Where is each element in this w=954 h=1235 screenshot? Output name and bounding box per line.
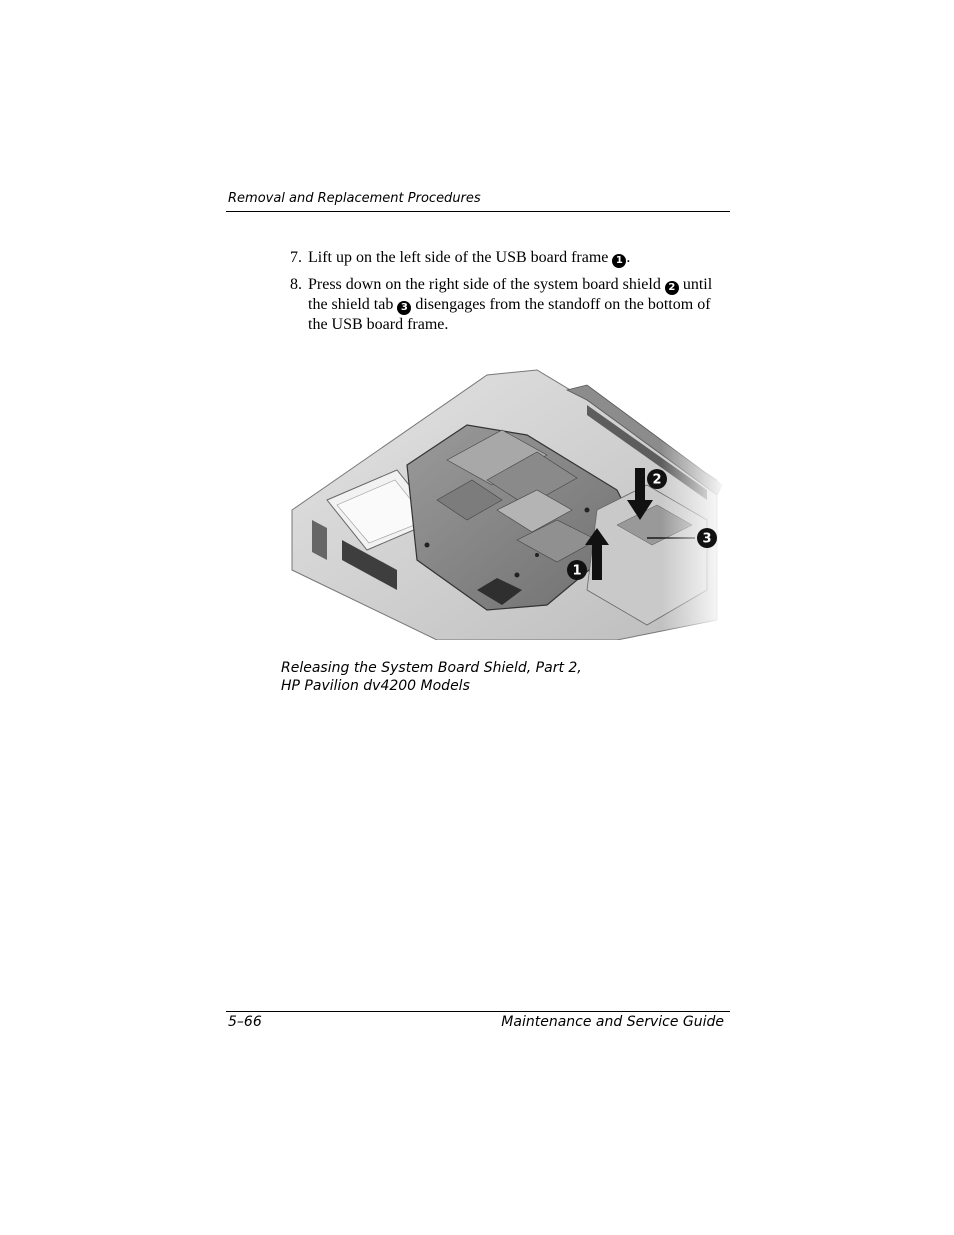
svg-text:1: 1 <box>572 563 582 579</box>
figure-caption: Releasing the System Board Shield, Part 2, HP Pavilion dv4200 Models <box>281 660 582 694</box>
step-text: Lift up on the left side of the USB board frame 1 . <box>308 249 631 266</box>
figure-callout-1-icon <box>567 560 587 580</box>
step-number: 8. <box>290 276 302 293</box>
guide-title: Maintenance and Service Guide <box>501 1014 724 1030</box>
step-8 <box>290 275 713 334</box>
svg-text:2: 2 <box>652 472 662 488</box>
figure-callout-2-icon <box>647 469 667 489</box>
system-board-shield-illustration <box>287 360 727 640</box>
header-rule <box>226 211 730 212</box>
callout-1-icon: 1 <box>612 254 626 268</box>
callout-2-icon: 2 <box>665 281 679 295</box>
figure-callout-3-icon <box>697 528 717 548</box>
step-number: 7. <box>290 249 302 266</box>
svg-text:3: 3 <box>702 531 712 547</box>
running-header: Removal and Replacement Procedures <box>228 191 481 206</box>
step-text: Press down on the right side of the system board shield 2 until the shield tab 3 disengages from the standoff on the bottom of the USB board frame. <box>308 276 713 333</box>
callout-3-icon: 3 <box>397 301 411 315</box>
page-number: 5–66 <box>228 1014 262 1030</box>
footer-rule <box>226 1011 730 1012</box>
step-7 <box>290 248 713 268</box>
